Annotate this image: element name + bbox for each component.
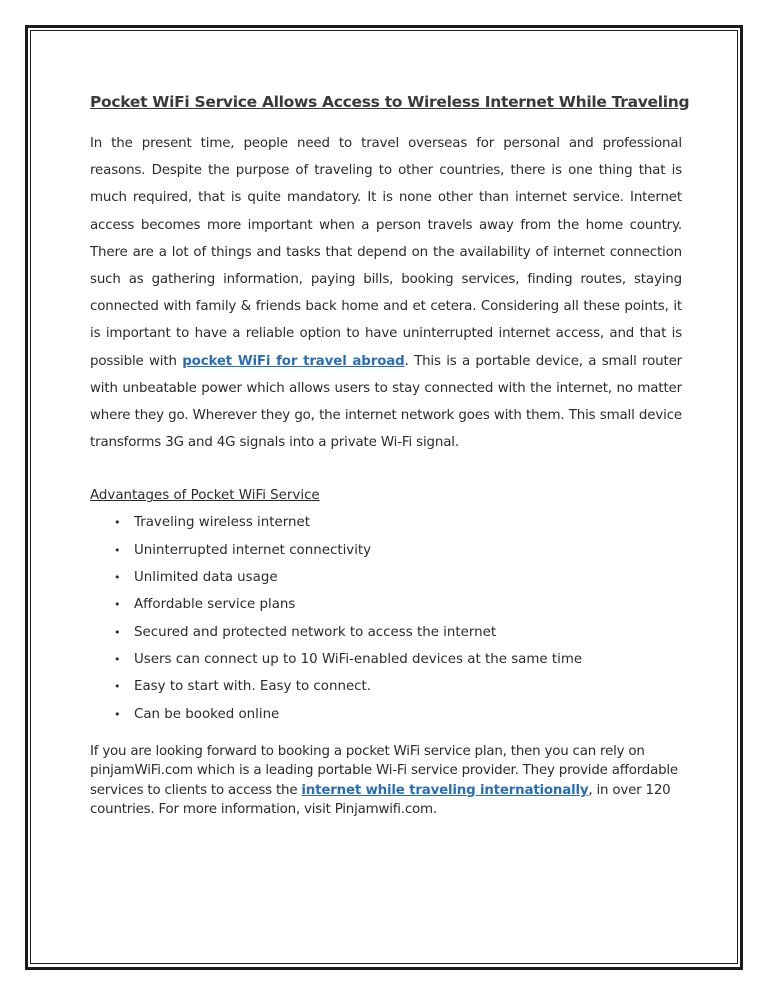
list-item: • Uninterrupted internet connectivity <box>90 537 682 564</box>
bullet-icon: • <box>114 652 121 666</box>
closing-text-before-link: If you are looking forward to booking a pocket WiFi service plan, then you can rely on pinjamWiFi.com which is a leading portable Wi-Fi service provider. They provide affordable services to clients to access the <box>90 743 678 798</box>
bullet-icon: • <box>114 680 121 694</box>
advantages-list <box>90 509 682 727</box>
intro-paragraph <box>90 130 682 456</box>
list-item: • Secured and protected network to access the internet <box>90 619 682 646</box>
document-title: Pocket WiFi Service Allows Access to Wireless Internet While Traveling <box>90 93 690 111</box>
intro-text-before-link: In the present time, people need to travel overseas for personal and professional reasons. Despite the purpose of traveling to other countries, there is one thing that is much required, that is quite mandatory. It is none other than internet service. Internet access becomes more important when a person travels away from the home country. There are a lot of things and tasks that depend on the availability of internet connection such as gathering information, paying bills, booking services, finding routes, staying connected with family & friends back home and et cetera. Considering all these points, it is important to have a reliable option to have uninterrupted internet access, and that is possible with <box>90 136 682 369</box>
list-item: • Affordable service plans <box>90 591 682 618</box>
intro-text-after-link: . This is a portable device, a small router with unbeatable power which allows users to stay connected with the internet, no matter where they go. Wherever they go, the internet network goes with them. This small device transforms 3G and 4G signals into a private Wi-Fi signal. <box>90 353 683 451</box>
list-item: • Can be booked online <box>90 701 682 728</box>
closing-text-after-link: , in over 120 countries. For more information, visit Pinjamwifi.com. <box>90 782 671 818</box>
advantages-heading: Advantages of Pocket WiFi Service <box>90 488 320 504</box>
document-content <box>90 86 690 820</box>
bullet-icon: • <box>114 543 121 557</box>
list-item: • Users can connect up to 10 WiFi-enabled devices at the same time <box>90 646 682 673</box>
bullet-icon: • <box>114 516 121 530</box>
list-item: • Easy to start with. Easy to connect. <box>90 673 682 700</box>
list-item: • Traveling wireless internet <box>90 509 682 536</box>
pocket-wifi-link[interactable]: pocket WiFi for travel abroad <box>182 353 405 369</box>
bullet-icon: • <box>114 707 121 721</box>
bullet-icon: • <box>114 571 121 585</box>
internet-while-traveling-link[interactable]: internet while traveling internationally <box>301 782 589 798</box>
list-item: • Unlimited data usage <box>90 564 682 591</box>
closing-paragraph <box>90 742 682 820</box>
bullet-icon: • <box>114 625 121 639</box>
bullet-icon: • <box>114 598 121 612</box>
